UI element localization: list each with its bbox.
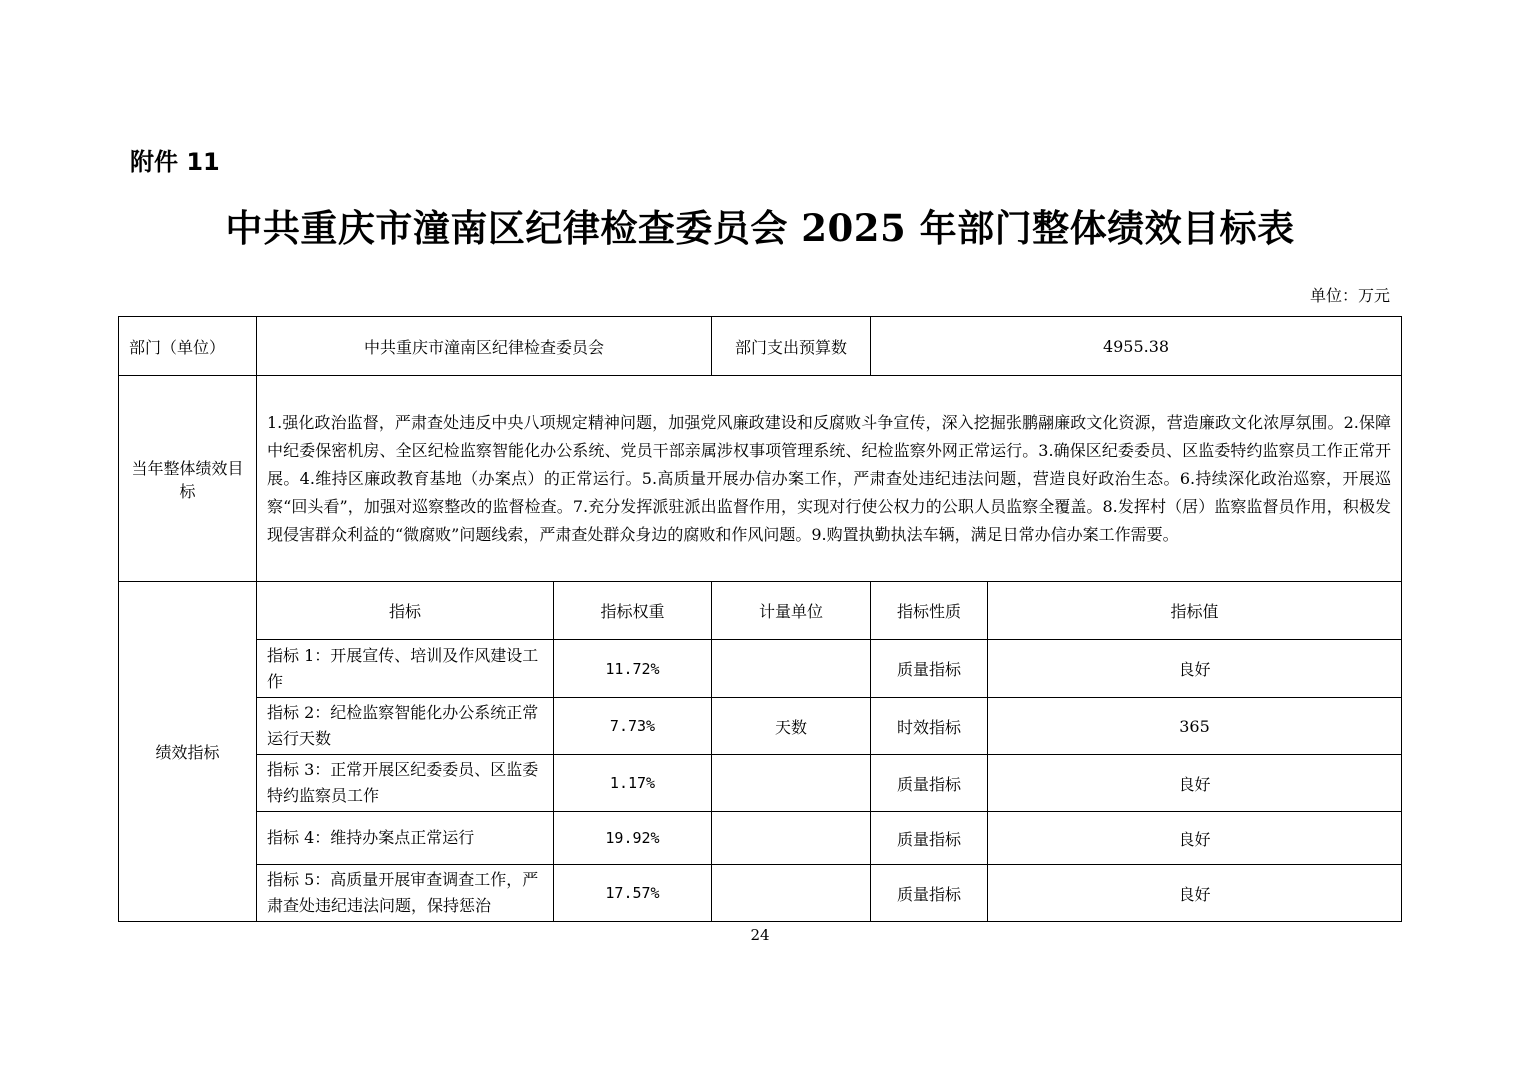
goal-label-cell: 当年整体绩效目标: [119, 376, 257, 582]
indicator-weight: 19.92%: [554, 812, 712, 865]
goal-text-cell: 1.强化政治监督，严肃查处违反中央八项规定精神问题，加强党风廉政建设和反腐败斗争宣传，深入挖掘张鹏翮廉政文化资源，营造廉政文化浓厚氛围。2.保障中纪委保密机房、全区纪检监察智能化办公系统、党员干部亲属涉权事项管理系统、纪检监察外网正常运行。3.确保区纪委委员、区监委特约监察员工作正常开展。4.维持区廉政教育基地（办案点）的正常运行。5.高质量开展办信办案工作，严肃查处违纪违法问题，营造良好政治生态。6.持续深化政治巡察，开展巡察“回头看”，加强对巡察整改的监督检查。7.充分发挥派驻派出监督作用，实现对行使公权力的公职人员监察全覆盖。8.发挥村（居）监察监督员作用，积极发现侵害群众利益的“微腐败”问题线索，严肃查处群众身边的腐败和作风问题。9.购置执勤执法车辆，满足日常办信办案工作需要。: [257, 376, 1402, 582]
indicator-nature: 质量指标: [871, 755, 988, 812]
column-header: 指标性质: [871, 582, 988, 640]
indicator-weight: 11.72%: [554, 640, 712, 698]
indicator-nature: 时效指标: [871, 698, 988, 755]
indicator-header-row: [119, 582, 1402, 640]
column-header: 指标值: [988, 582, 1402, 640]
table-row: [119, 812, 1402, 865]
budget-label-cell: 部门支出预算数: [712, 317, 871, 376]
goal-row: [119, 376, 1402, 582]
indicator-name: 指标 3：正常开展区纪委委员、区监委特约监察员工作: [257, 755, 554, 812]
unit-label: 单位：万元: [1309, 286, 1390, 305]
column-header: 指标: [257, 582, 554, 640]
table-row: [119, 698, 1402, 755]
indicator-value: 良好: [988, 640, 1402, 698]
indicator-unit: [712, 755, 871, 812]
indicator-name: 指标 5：高质量开展审查调查工作，严肃查处违纪违法问题，保持惩治: [257, 865, 554, 922]
indicator-unit: [712, 640, 871, 698]
indicator-value: 365: [988, 698, 1402, 755]
indicator-section-label: 绩效指标: [119, 582, 257, 922]
dept-name-cell: 中共重庆市潼南区纪律检查委员会: [257, 317, 712, 376]
indicator-name: 指标 1：开展宣传、培训及作风建设工作: [257, 640, 554, 698]
indicator-unit: [712, 865, 871, 922]
indicator-nature: 质量指标: [871, 640, 988, 698]
indicator-weight: 1.17%: [554, 755, 712, 812]
dept-label-cell: 部门（单位）: [119, 317, 257, 376]
header-row: [119, 317, 1402, 376]
budget-value-cell: 4955.38: [871, 317, 1402, 376]
indicator-nature: 质量指标: [871, 865, 988, 922]
indicator-unit: 天数: [712, 698, 871, 755]
annex-label: 附件 11: [130, 148, 220, 176]
indicator-weight: 17.57%: [554, 865, 712, 922]
page-number: 24: [750, 926, 770, 944]
indicator-value: 良好: [988, 755, 1402, 812]
indicator-nature: 质量指标: [871, 812, 988, 865]
indicator-name: 指标 2：纪检监察智能化办公系统正常运行天数: [257, 698, 554, 755]
table-row: [119, 865, 1402, 922]
performance-table: [118, 316, 1402, 922]
indicator-weight: 7.73%: [554, 698, 712, 755]
column-header: 计量单位: [712, 582, 871, 640]
indicator-value: 良好: [988, 812, 1402, 865]
indicator-name: 指标 4：维持办案点正常运行: [257, 812, 554, 865]
table-row: [119, 755, 1402, 812]
indicator-unit: [712, 812, 871, 865]
table-row: [119, 640, 1402, 698]
indicator-value: 良好: [988, 865, 1402, 922]
column-header: 指标权重: [554, 582, 712, 640]
page-title: 中共重庆市潼南区纪律检查委员会 2025 年部门整体绩效目标表: [225, 206, 1295, 250]
